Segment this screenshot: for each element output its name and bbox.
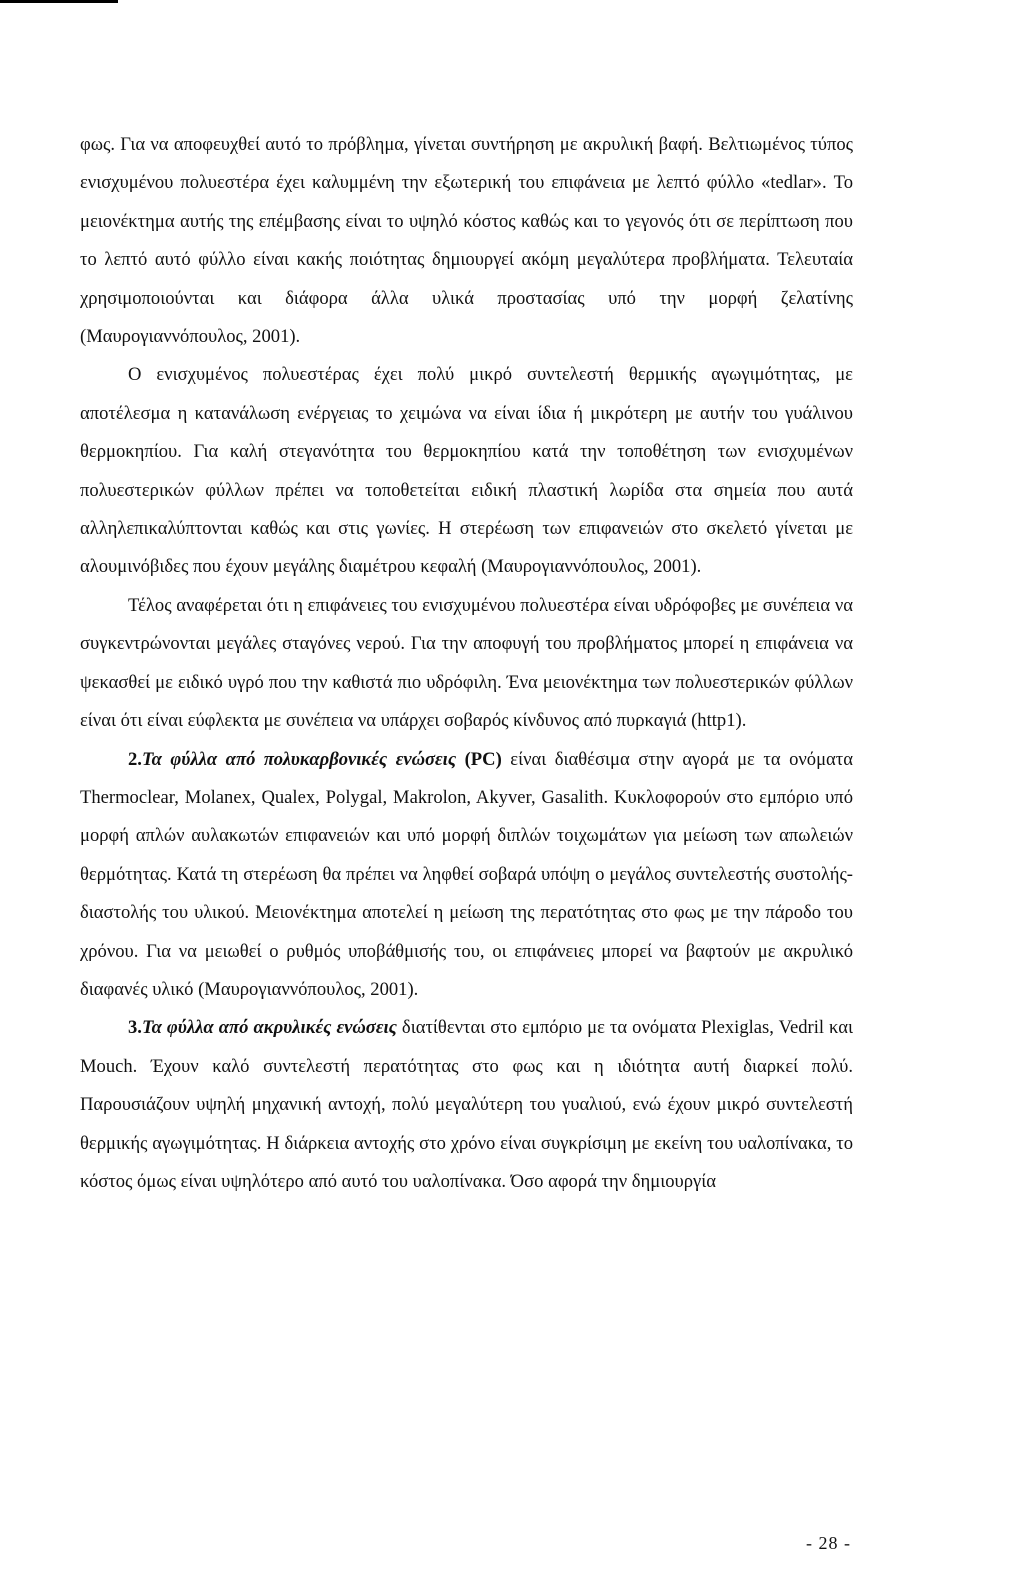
paragraph-3: Τέλος αναφέρεται ότι η επιφάνειες του ενισχυμένου πολυεστέρα είναι υδρόφοβες με συνέπεια να συγκεντρώνονται μεγάλες σταγόνες νερού. Για την αποφυγή του προβλήματος μπορεί η επιφάνεια να ψεκασθεί με ειδικό υγρό που την καθιστά πιο υδρόφιλη. Ένα μειονέκτημα των πολυεστερικών φύλλων είναι ότι είναι εύφλεκτα με συνέπεια να υπάρχει σοβαρός κίνδυνος από πυρκαγιά (http1). [80, 594, 853, 732]
section-heading-number: 2. [128, 748, 142, 770]
section-heading-title-text: Τα φύλλα από ακρυλικές ενώσεις [141, 1017, 397, 1039]
document-body [80, 126, 853, 1201]
paragraph-5 [80, 1009, 853, 1201]
paragraph-5-text: διατίθενται στο εμπόριο με τα ονόματα Plexiglas, Vedril και Mouch. Έχουν καλό συντελεστή περατότητας στο φως και η ιδιότητα αυτή διαρκεί πολύ. Παρουσιάζουν υψηλή μηχανική αντοχή, πολύ μεγαλύτερη του γυαλιού, ενώ έχουν μικρό συντελεστή θερμικής αγωγιμότητας. Η διάρκεια αντοχής στο χρόνο είναι συγκρίσιμη με εκείνη του υαλοπίνακα, το κόστος όμως είναι υψηλότερο από αυτό του υαλοπίνακα. Όσο αφορά την δημιουργία [80, 1017, 853, 1192]
paragraph-2: Ο ενισχυμένος πολυεστέρας έχει πολύ μικρό συντελεστή θερμικής αγωγιμότητας, με αποτέλεσμα η κατανάλωση ενέργειας το χειμώνα να είναι ίδια ή μικρότερη με αυτήν του γυάλινου θερμοκηπίου. Για καλή στεγανότητα του θερμοκηπίου κατά την τοποθέτηση των ενισχυμένων πολυεστερικών φύλλων πρέπει να τοποθετείται ειδική πλαστική λωρίδα στα σημεία που αυτά αλληλεπικαλύπτονται καθώς και στις γωνίες. Η στερέωση των επιφανειών στο σκελετό γίνεται με αλουμινόβιδες που έχουν μεγάλης διαμέτρου κεφαλή (Μαυρογιαννόπουλος, 2001). [80, 364, 853, 578]
paragraph-1: φως. Για να αποφευχθεί αυτό το πρόβλημα, γίνεται συντήρηση με ακρυλική βαφή. Βελτιωμένος τύπος ενισχυμένου πολυεστέρα έχει καλυμμένη την εξωτερική του επιφάνεια με λεπτό φύλλο «tedlar». Το μειονέκτημα αυτής της επέμβασης είναι το υψηλό κόστος καθώς και το γεγονός ότι σε περίπτωση που το λεπτό αυτό φύλλο είναι κακής ποιότητας δημιουργεί ακόμη μεγαλύτερα προβλήματα. Τελευταία χρησιμοποιούνται και διάφορα άλλα υλικά προστασίας υπό την μορφή ζελατίνης (Μαυρογιαννόπουλος, 2001). [80, 134, 853, 348]
section-heading-suffix: (PC) [456, 748, 502, 770]
section-heading-title [142, 749, 456, 770]
paragraph-4-text: είναι διαθέσιμα στην αγορά με τα ονόματα Thermoclear, Molanex, Qualex, Polygal, Makrolon, Akyver, Gasalith. Κυκλοφορούν στο εμπόριο υπό μορφή απλών αυλακωτών επιφανειών και υπό μορφή διπλών τοιχωμάτων για μείωση των απωλειών θερμότητας. Κατά τη στερέωση θα πρέπει να ληφθεί σοβαρά υπόψη ο μεγάλος συντελεστής συστολής-διαστολής του υλικού. Μειονέκτημα αποτελεί η μείωση της περατότητας στο φως με την πάροδο του χρόνου. Για να μειωθεί ο ρυθμός υποβάθμισής του, οι επιφάνειες μπορεί να βαφτούν με ακρυλικό διαφανές υλικό (Μαυρογιαννόπουλος, 2001). [80, 748, 853, 1000]
paragraph-4 [80, 741, 853, 1010]
section-heading-number: 3. [128, 1017, 142, 1039]
section-heading-title-text: Τα φύλλα από πολυκαρβονικές ενώσεις [141, 748, 457, 770]
section-heading-title [142, 1017, 397, 1038]
page-number: - 28 - [806, 1533, 851, 1553]
scan-edge-mark [0, 0, 118, 3]
